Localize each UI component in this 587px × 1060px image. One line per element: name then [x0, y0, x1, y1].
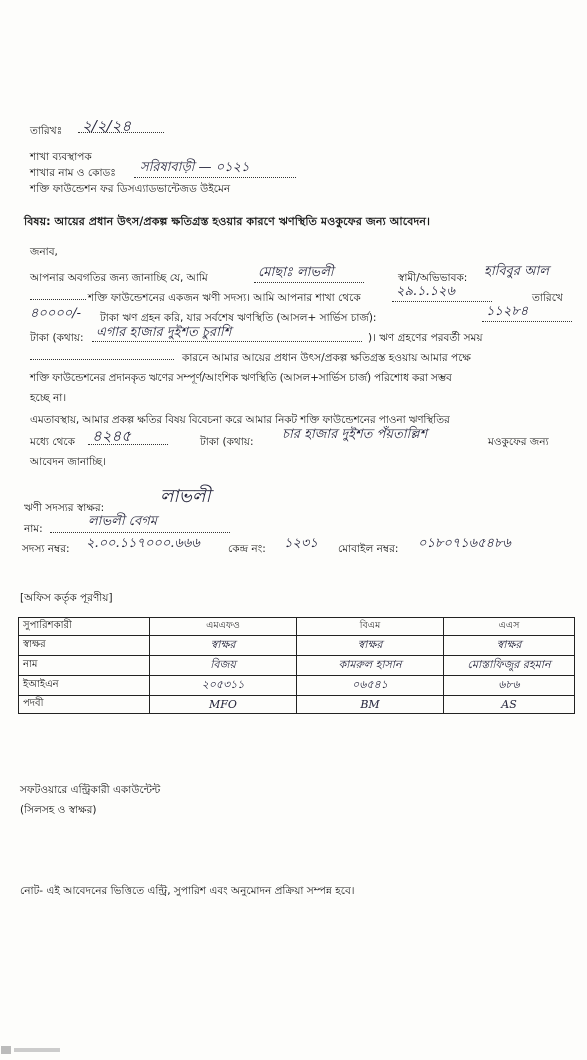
- body-line-5: কারনে আমার আয়ের প্রধান উৎস/প্রকল্প ক্ষতিগ্রস্ত হওয়ায় আমার পক্ষে: [182, 352, 471, 364]
- body-line-6: শক্তি ফাউন্ডেশনের প্রদানকৃত ঋণের সম্পূর্ণ/আংশিক ঋণস্থিতি (আসল+সার্ভিস চার্জ) পরিশোধ করা সম্ভব: [30, 372, 452, 384]
- member-name-label: নাম:: [24, 523, 43, 535]
- para2-line-2c: টাকা (কথায়:: [200, 436, 254, 448]
- table-cell: ২০৫৩১১: [150, 676, 297, 696]
- member-id-label: সদস্য নম্বর:: [22, 543, 70, 555]
- member-signature: লাভলী: [160, 486, 211, 507]
- balance-words-dotted-line: [92, 329, 362, 342]
- table-header-cell: এএস: [444, 618, 575, 636]
- center-value: ১২৩১: [284, 536, 318, 551]
- manager-label: শাখা ব্যবস্থাপক: [30, 151, 92, 163]
- table-cell: বিজয়: [150, 656, 297, 676]
- date-value: ২/২/২৪: [82, 117, 132, 135]
- body-line-1a: আপনার অবগতির জন্য জানাচ্ছি যে, আমি: [30, 272, 208, 284]
- body-line-7: হচ্ছে না।: [30, 392, 67, 404]
- branch-value: সরিষাবাড়ী — ০১২১: [140, 160, 250, 175]
- scan-stamp-icon: [0, 1044, 62, 1056]
- loan-amount-handwritten: ৪০০০০/-: [30, 306, 82, 321]
- branch-label: শাখার নাম ও কোডঃ: [30, 167, 116, 179]
- table-header-cell: এমএফও: [150, 618, 297, 636]
- table-row: [19, 656, 575, 676]
- leading-dots-2: [30, 287, 86, 300]
- salutation: জনাব,: [30, 246, 58, 258]
- table-cell: কামরুল হাসান: [297, 656, 444, 676]
- body-line-1b: স্বামী/অভিভাবক:: [398, 272, 468, 284]
- waive-amount-handwritten: ৪২৪৫: [92, 427, 131, 445]
- signature-cell: স্বাক্ষর: [150, 636, 297, 656]
- body-line-2a: শক্তি ফাউন্ডেশনের একজন ঋণী সদস্য। আমি আপনার শাখা থেকে: [88, 292, 361, 304]
- signature-cell: স্বাক্ষর: [297, 636, 444, 656]
- balance-dotted-line: [482, 309, 572, 322]
- guardian-handwritten: হাবিবুর আল: [484, 264, 549, 279]
- branch-dotted-line: [134, 165, 296, 178]
- table-row: [19, 696, 575, 714]
- body-line-3a: টাকা ঋণ গ্রহন করি, যার সর্বশেষ ঋণস্থিতি (আসল+ সার্ভিস চার্জ):: [100, 312, 377, 324]
- balance-words-handwritten: এগার হাজার দুইশত চুরাশি: [96, 325, 232, 340]
- center-label: কেন্দ্র নং:: [228, 543, 266, 555]
- table-header-cell: বিএম: [297, 618, 444, 636]
- body-line-2b: তারিখে: [532, 292, 563, 304]
- note-line: নোট- এই আবেদনের ভিত্তিতে এন্ট্রি, সুপারিশ এবং অনুমোদন প্রক্রিয়া সম্পন্ন হবে।: [20, 885, 355, 897]
- org-line: শক্তি ফাউন্ডেশন ফর ডিসএ্যাডভান্টেজড উইমেন: [30, 183, 231, 195]
- body-line-4b: )। ঋণ গ্রহণের পরবর্তী সময়: [368, 332, 483, 344]
- balance-handwritten: ১১২৮৪: [486, 304, 529, 319]
- member-id-value: ২.০০.১১৭০০০.৬৬৬: [86, 536, 200, 551]
- name-dotted-line: [254, 270, 364, 283]
- member-name-value: লাভলী বেগম: [88, 514, 157, 529]
- signature-cell: স্বাক্ষর: [444, 636, 575, 656]
- table-row: [19, 636, 575, 656]
- row-label: পদবী: [19, 696, 150, 714]
- para2-line-2a: মধ্যে থেকে: [30, 436, 75, 448]
- date-dotted-line: [78, 117, 164, 135]
- para2-line-1: এমতাবস্থায়, আমার প্রকল্প ক্ষতির বিষয় বিবেচনা করে আমার নিকট শক্তি ফাউন্ডেশনের পাওনা ঋণস্থিতির: [30, 414, 450, 426]
- loan-date-handwritten: ২৯.১.১২৬: [396, 284, 455, 299]
- reason-dotted-line: [30, 347, 174, 360]
- table-cell: AS: [444, 696, 575, 714]
- office-use-label: [অফিস কর্তৃক পূরণীয়]: [20, 592, 113, 604]
- para2-line-3: আবেদন জানাচ্ছি।: [30, 456, 106, 468]
- accountant-label: সফটওয়ারে এন্ট্রিকারী একাউন্টেন্ট: [20, 784, 161, 796]
- seal-label: (সিলসহ ও স্বাক্ষর): [20, 804, 97, 816]
- loan-date-dotted-line: [392, 289, 492, 302]
- approval-table: [18, 617, 575, 714]
- table-header-row: [19, 618, 575, 636]
- row-label: নাম: [19, 656, 150, 676]
- body-line-4a: টাকা (কথায়:: [30, 332, 84, 344]
- row-label: ইআইএন: [19, 676, 150, 696]
- mobile-label: মোবাইল নম্বর:: [338, 543, 399, 555]
- para2-line-2d: মওকুফের জন্য: [488, 436, 549, 448]
- table-cell: ০৬৫৪১: [297, 676, 444, 696]
- table-header-cell: সুপারিশকারী: [19, 618, 150, 636]
- date-label: তারিখঃ: [30, 125, 63, 137]
- table-cell: MFO: [150, 696, 297, 714]
- row-label: স্বাক্ষর: [19, 636, 150, 656]
- table-cell: ৬৮৬: [444, 676, 575, 696]
- table-cell: মোস্তাফিজুর রহমান: [444, 656, 575, 676]
- table-cell: BM: [297, 696, 444, 714]
- member-signature-label: ঋণী সদস্যর স্বাক্ষর:: [24, 502, 105, 514]
- subject-line: বিষয়: আয়ের প্রধান উৎস/প্রকল্প ক্ষতিগ্রস্ত হওয়ার কারণে ঋণস্থিতি মওকুফের জন্য আবেদন।: [24, 215, 431, 228]
- waive-words-handwritten: চার হাজার দুইশত পঁয়তাল্লিশ: [282, 427, 428, 442]
- member-name-handwritten: মোছাঃ লাভলী: [258, 265, 334, 280]
- table-row: [19, 676, 575, 696]
- mobile-value: ০১৮০৭১৬৫৪৮৬: [418, 536, 511, 551]
